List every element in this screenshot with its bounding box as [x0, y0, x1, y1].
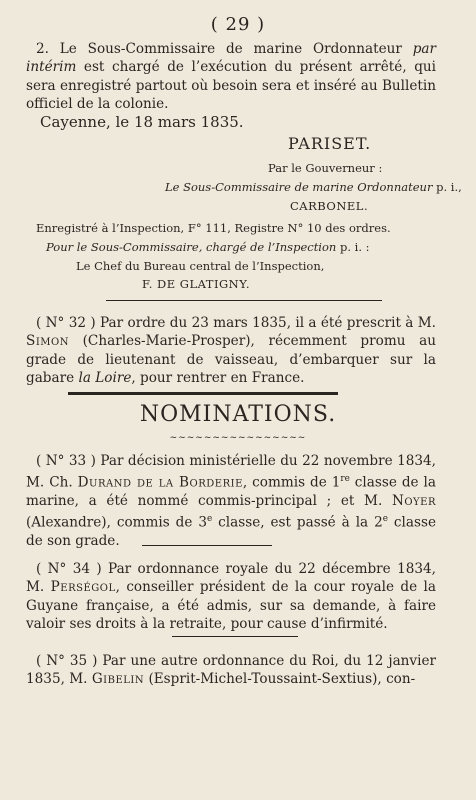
- n33-name-durand: Durand de la Borderie: [77, 474, 243, 491]
- signatory-carbonel: CARBONEL.: [290, 199, 369, 213]
- article-2-paragraph: [26, 40, 436, 113]
- n33-text-c: classe de la marine, a été nommé commis-principal ; et M.: [26, 474, 436, 510]
- sous-commissaire-title: Le Sous-Commissaire de marine Ordonnateur: [165, 180, 433, 194]
- signatory-pariset: PARISET.: [288, 134, 372, 153]
- article-2-text-end: est chargé de l’exécution du présent arrêté, qui sera enregistré partout où besoin sera et inséré au Bulletin officiel de la colonie.: [26, 59, 436, 112]
- n33-text-b: , commis de 1: [242, 474, 341, 491]
- article-2-text-start: 2. Le Sous-Commissaire de marine Ordonnateur: [36, 41, 413, 57]
- nominations-heading: NOMINATIONS.: [139, 402, 337, 427]
- n33-name-noyer: Noyer: [391, 493, 436, 510]
- enregistre-line: Enregistré à l’Inspection, F° 111, Registre N° 10 des ordres.: [36, 221, 391, 235]
- n32-ship-name: la Loire: [78, 369, 132, 386]
- n33-text-e: classe, est passé à la 2: [212, 514, 383, 531]
- pour-le-pi: p. i. :: [339, 240, 370, 254]
- n32-text-start: ( N° 32 ) Par ordre du 23 mars 1835, il a été prescrit à M.: [36, 315, 436, 331]
- par-le-gouverneur: Par le Gouverneur :: [268, 161, 383, 175]
- article-2-par-interim: par intérim: [26, 41, 436, 76]
- sous-commissaire-pi: p. i.,: [436, 180, 462, 194]
- n33-text-d: (Alexandre), commis de 3: [26, 514, 208, 531]
- page-number: ( 29 ): [210, 14, 266, 35]
- n34-text-a: ( N° 34 ) Par ordonnance royale du 22 décembre 1834, M.: [26, 561, 436, 596]
- separator-rule: [106, 300, 382, 301]
- sous-commissaire-line: [165, 180, 462, 194]
- separator-rule: [172, 636, 298, 637]
- n33-text-a: ( N° 33 ) Par décision ministérielle du 22 novembre 1834, M. Ch.: [26, 453, 436, 491]
- dateline: Cayenne, le 18 mars 1835.: [40, 113, 244, 131]
- n33-sup-3: e: [382, 514, 388, 525]
- section-rule: [68, 392, 338, 395]
- ornament-divider: ~~~~~~~~~~~~~~~~: [169, 433, 307, 443]
- chef-du-bureau-line: Le Chef du Bureau central de l’Inspection,: [76, 259, 325, 273]
- n34-paragraph: [26, 560, 436, 633]
- n34-name-persegol: Perségol: [50, 579, 116, 596]
- n33-paragraph: [26, 452, 436, 551]
- n35-paragraph: [26, 652, 436, 689]
- n32-name: Simon: [26, 333, 69, 350]
- n35-name-gibelin: Gibelin: [91, 671, 145, 688]
- n32-paragraph: [26, 314, 436, 387]
- n32-text-mid: (Charles-Marie-Prosper), récemment promu au grade de lieutenant de vaisseau, d’embarquer sur la gabare: [26, 333, 436, 386]
- signatory-glatigny: F. DE GLATIGNY.: [142, 277, 250, 291]
- n35-text-a: ( N° 35 ) Par une autre ordonnance du Roi, du 12 janvier 1835, M.: [26, 653, 436, 688]
- pour-le-sous-commissaire-line: [46, 240, 370, 254]
- n35-text-b: (Esprit-Michel-Toussaint-Sextius), con-: [144, 671, 416, 688]
- n34-text-b: , conseiller président de la cour royale de la Guyane française, a été admis, sur sa demande, à faire valoir ses droits à la retraite, pour cause d’infirmité.: [26, 579, 437, 632]
- separator-rule: [142, 545, 272, 546]
- n33-sup-1: re: [340, 474, 350, 485]
- n33-text-f: classe de son grade.: [26, 514, 436, 550]
- pour-le-title: Pour le Sous-Commissaire, chargé de l’Inspection: [46, 240, 337, 254]
- n33-sup-2: e: [207, 514, 213, 525]
- n32-text-end: , pour rentrer en France.: [131, 369, 305, 386]
